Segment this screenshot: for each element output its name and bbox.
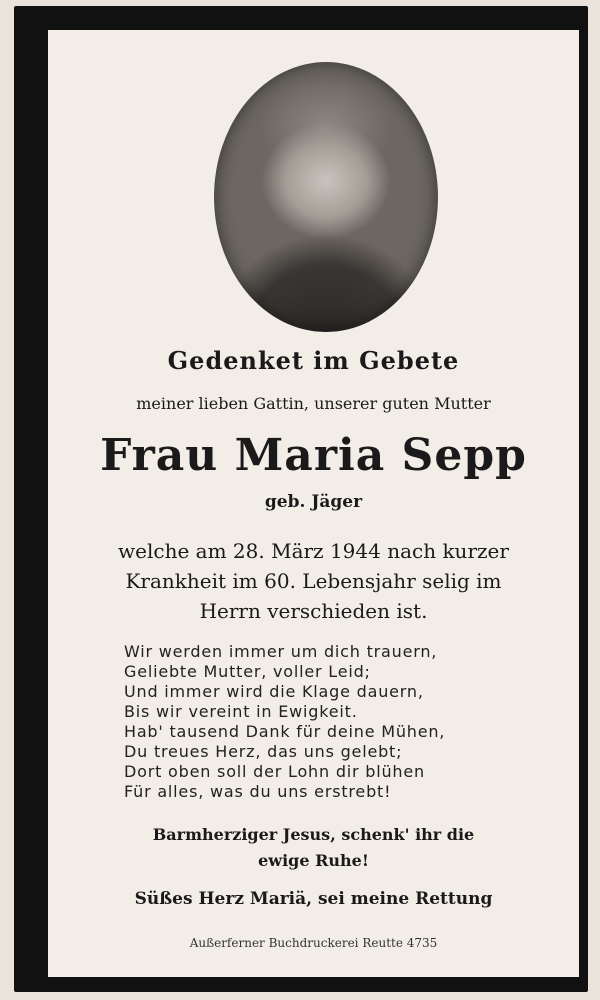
death-notice-line: Krankheit im 60. Lebensjahr selig im: [125, 569, 502, 593]
printer-imprint: Außerferner Buchdruckerei Reutte 4735: [189, 936, 438, 950]
poem-line: Geliebte Mutter, voller Leid;: [124, 662, 371, 681]
heading: Gedenket im Gebete: [167, 346, 460, 375]
memorial-card: [14, 6, 588, 992]
card-paper: [48, 30, 579, 977]
intro-text: meiner lieben Gattin, unserer guten Mutter: [136, 394, 491, 413]
poem-line: Und immer wird die Klage dauern,: [124, 682, 424, 701]
poem-line: Bis wir vereint in Ewigkeit.: [124, 702, 358, 721]
death-notice-line: Herrn verschieden ist.: [199, 599, 428, 623]
prayer-line: Barmherziger Jesus, schenk' ihr die: [152, 825, 475, 844]
poem-line: Du treues Herz, das uns gelebt;: [124, 742, 403, 761]
deceased-name: Frau Maria Sepp: [100, 430, 527, 481]
poem-line: Hab' tausend Dank für deine Mühen,: [124, 722, 446, 741]
poem-line: Dort oben soll der Lohn dir blühen: [124, 762, 425, 781]
poem: [124, 642, 445, 802]
portrait-photo: [214, 62, 438, 332]
maiden-name: geb. Jäger: [264, 492, 363, 512]
poem-line: Für alles, was du uns erstrebt!: [124, 782, 392, 801]
prayer-line: Süßes Herz Mariä, sei meine Rettung: [134, 889, 493, 909]
prayer-line: ewige Ruhe!: [258, 851, 369, 870]
death-notice-line: welche am 28. März 1944 nach kurzer: [118, 539, 509, 563]
poem-line: Wir werden immer um dich trauern,: [124, 642, 438, 661]
